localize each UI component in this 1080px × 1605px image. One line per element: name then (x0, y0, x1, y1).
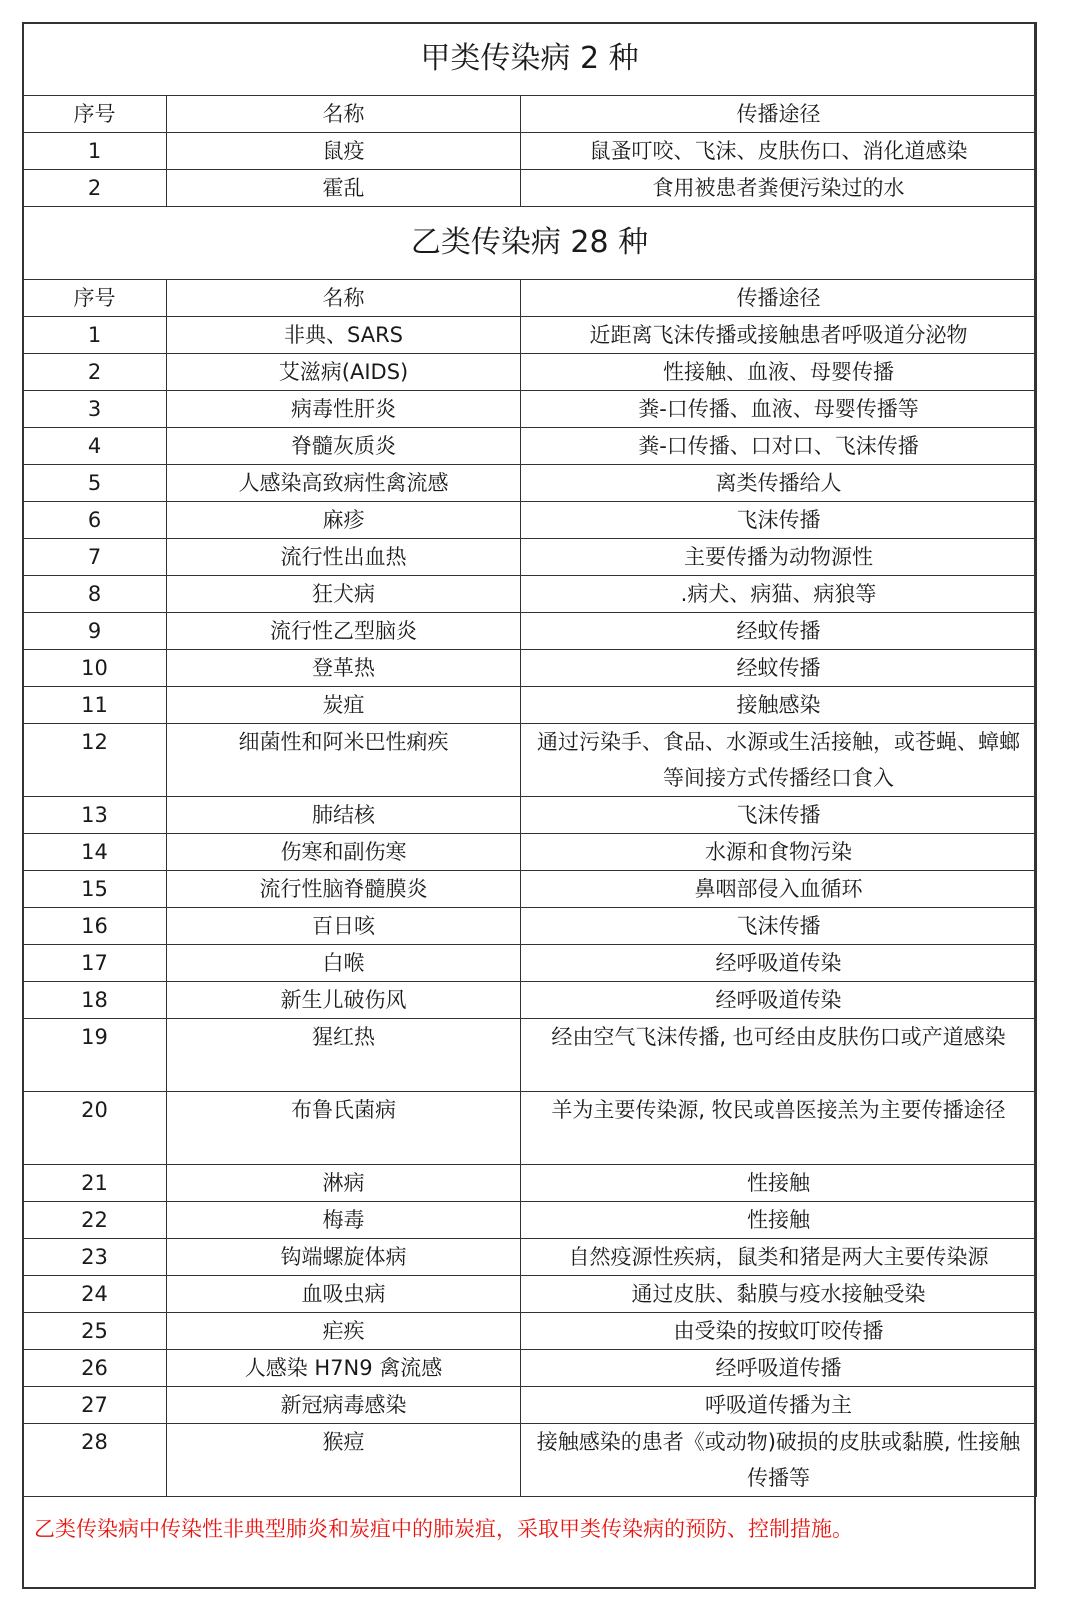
row-route: 近距离飞沫传播或接触患者呼吸道分泌物 (521, 317, 1037, 354)
row-no: 11 (23, 687, 167, 724)
row-name: 猴痘 (167, 1424, 521, 1497)
table-row (23, 982, 1037, 1019)
row-name: 淋病 (167, 1165, 521, 1202)
row-no: 1 (23, 317, 167, 354)
row-no: 5 (23, 465, 167, 502)
row-no: 10 (23, 650, 167, 687)
row-route: 羊为主要传染源, 牧民或兽医接羔为主要传播途径 (521, 1092, 1037, 1165)
header-no: 序号 (23, 96, 167, 133)
table-row (23, 133, 1037, 170)
row-no: 28 (23, 1424, 167, 1497)
row-route: 性接触 (521, 1165, 1037, 1202)
row-route: 自然疫源性疾病，鼠类和猪是两大主要传染源 (521, 1239, 1037, 1276)
class-a-title: 甲类传染病 2 种 (23, 23, 1037, 96)
row-route: 离类传播给人 (521, 465, 1037, 502)
table-row (23, 834, 1037, 871)
table-row (23, 465, 1037, 502)
class-b-title-row (23, 207, 1037, 280)
row-name: 人感染高致病性禽流感 (167, 465, 521, 502)
row-no: 20 (23, 1092, 167, 1165)
row-name: 新冠病毒感染 (167, 1387, 521, 1424)
disease-table (22, 22, 1037, 1497)
disease-table-body (23, 23, 1037, 1497)
table-row (23, 871, 1037, 908)
table-row (23, 1239, 1037, 1276)
header-route: 传播途径 (521, 280, 1037, 317)
table-row (23, 1276, 1037, 1313)
row-name: 艾滋病(AIDS) (167, 354, 521, 391)
table-row (23, 1424, 1037, 1497)
table-row (23, 908, 1037, 945)
class-b-title: 乙类传染病 28 种 (23, 207, 1037, 280)
row-no: 21 (23, 1165, 167, 1202)
class-b-header-row (23, 280, 1037, 317)
row-route: 性接触 (521, 1202, 1037, 1239)
row-route: 经蚊传播 (521, 613, 1037, 650)
row-name: 麻疹 (167, 502, 521, 539)
row-route: 粪-口传播、血液、母婴传播等 (521, 391, 1037, 428)
row-no: 7 (23, 539, 167, 576)
row-route: 飞沫传播 (521, 502, 1037, 539)
row-no: 19 (23, 1019, 167, 1092)
table-row (23, 1202, 1037, 1239)
row-name: 新生儿破伤风 (167, 982, 521, 1019)
row-route: 鼠蚤叮咬、飞沫、皮肤伤口、消化道感染 (521, 133, 1037, 170)
row-route: 呼吸道传播为主 (521, 1387, 1037, 1424)
table-row (23, 170, 1037, 207)
row-no: 8 (23, 576, 167, 613)
header-route: 传播途径 (521, 96, 1037, 133)
row-name: 钩端螺旋体病 (167, 1239, 521, 1276)
row-no: 15 (23, 871, 167, 908)
table-row (23, 613, 1037, 650)
table-row (23, 945, 1037, 982)
row-route: 水源和食物污染 (521, 834, 1037, 871)
row-no: 9 (23, 613, 167, 650)
row-name: 肺结核 (167, 797, 521, 834)
row-route: 性接触、血液、母婴传播 (521, 354, 1037, 391)
row-route: 粪-口传播、口对口、飞沫传播 (521, 428, 1037, 465)
header-name: 名称 (167, 96, 521, 133)
table-row (23, 502, 1037, 539)
header-no: 序号 (23, 280, 167, 317)
row-route: 通过皮肤、黏膜与疫水接触受染 (521, 1276, 1037, 1313)
row-no: 2 (23, 170, 167, 207)
row-route: 通过污染手、食品、水源或生活接触，或苍蝇、蟑螂等间接方式传播经口食入 (521, 724, 1037, 797)
table-row (23, 576, 1037, 613)
row-route: 经呼吸道传染 (521, 982, 1037, 1019)
row-route: 接触感染 (521, 687, 1037, 724)
row-name: 登革热 (167, 650, 521, 687)
row-no: 17 (23, 945, 167, 982)
row-name: 白喉 (167, 945, 521, 982)
row-name: 百日咳 (167, 908, 521, 945)
table-row (23, 650, 1037, 687)
row-no: 13 (23, 797, 167, 834)
table-row (23, 1350, 1037, 1387)
row-name: 血吸虫病 (167, 1276, 521, 1313)
row-no: 27 (23, 1387, 167, 1424)
row-no: 14 (23, 834, 167, 871)
table-row (23, 1092, 1037, 1165)
row-route: 经蚊传播 (521, 650, 1037, 687)
row-no: 26 (23, 1350, 167, 1387)
table-row (23, 354, 1037, 391)
row-name: 布鲁氏菌病 (167, 1092, 521, 1165)
row-name: 炭疽 (167, 687, 521, 724)
table-row (23, 1019, 1037, 1092)
row-no: 1 (23, 133, 167, 170)
table-row (23, 1387, 1037, 1424)
row-name: 猩红热 (167, 1019, 521, 1092)
header-name: 名称 (167, 280, 521, 317)
class-a-header-row (23, 96, 1037, 133)
row-name: 流行性出血热 (167, 539, 521, 576)
table-row (23, 724, 1037, 797)
table-row (23, 391, 1037, 428)
row-name: 流行性脑脊髓膜炎 (167, 871, 521, 908)
row-no: 16 (23, 908, 167, 945)
table-row (23, 687, 1037, 724)
row-name: 霍乱 (167, 170, 521, 207)
row-route: 主要传播为动物源性 (521, 539, 1037, 576)
row-route: 鼻咽部侵入血循环 (521, 871, 1037, 908)
class-a-title-row (23, 23, 1037, 96)
red-note: 乙类传染病中传染性非典型肺炎和炭疽中的肺炭疽，采取甲类传染病的预防、控制措施。 (34, 1517, 853, 1541)
row-no: 23 (23, 1239, 167, 1276)
table-row (23, 428, 1037, 465)
row-name: 病毒性肝炎 (167, 391, 521, 428)
table-row (23, 539, 1037, 576)
row-route: 经由空气飞沫传播, 也可经由皮肤伤口或产道感染 (521, 1019, 1037, 1092)
table-row (23, 797, 1037, 834)
row-route: 飞沫传播 (521, 797, 1037, 834)
row-route: 接触感染的患者《或动物)破损的皮肤或黏膜, 性接触传播等 (521, 1424, 1037, 1497)
row-no: 12 (23, 724, 167, 797)
row-route: .病犬、病猫、病狼等 (521, 576, 1037, 613)
row-name: 梅毒 (167, 1202, 521, 1239)
row-no: 24 (23, 1276, 167, 1313)
row-name: 鼠疫 (167, 133, 521, 170)
row-no: 6 (23, 502, 167, 539)
row-route: 由受染的按蚊叮咬传播 (521, 1313, 1037, 1350)
row-name: 伤寒和副伤寒 (167, 834, 521, 871)
row-name: 流行性乙型脑炎 (167, 613, 521, 650)
row-route: 食用被患者粪便污染过的水 (521, 170, 1037, 207)
row-name: 疟疾 (167, 1313, 521, 1350)
row-name: 细菌性和阿米巴性痢疾 (167, 724, 521, 797)
table-row (23, 1165, 1037, 1202)
row-no: 2 (23, 354, 167, 391)
table-row (23, 317, 1037, 354)
row-no: 4 (23, 428, 167, 465)
row-name: 人感染 H7N9 禽流感 (167, 1350, 521, 1387)
row-name: 脊髓灰质炎 (167, 428, 521, 465)
row-no: 25 (23, 1313, 167, 1350)
row-route: 经呼吸道传染 (521, 945, 1037, 982)
row-route: 飞沫传播 (521, 908, 1037, 945)
row-route: 经呼吸道传播 (521, 1350, 1037, 1387)
row-no: 3 (23, 391, 167, 428)
row-name: 狂犬病 (167, 576, 521, 613)
row-no: 22 (23, 1202, 167, 1239)
row-no: 18 (23, 982, 167, 1019)
table-row (23, 1313, 1037, 1350)
row-name: 非典、SARS (167, 317, 521, 354)
